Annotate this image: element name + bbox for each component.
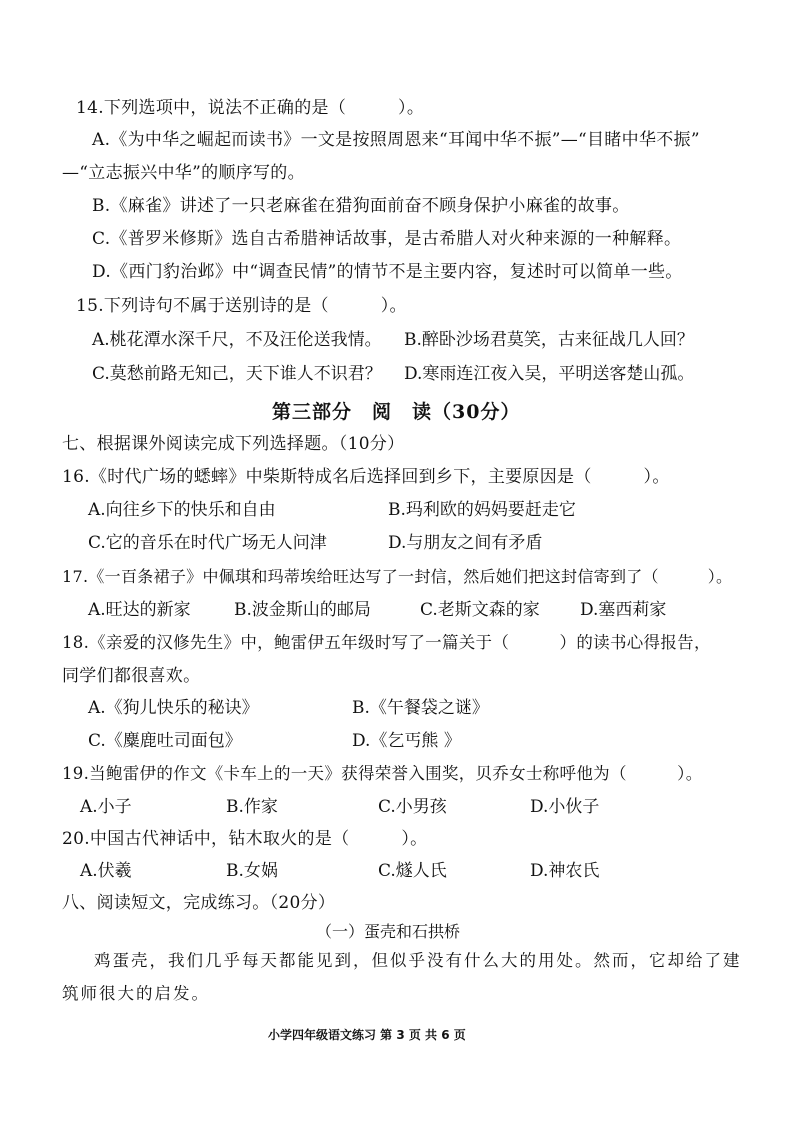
q18-option-c: C.《麋鹿吐司面包》 (88, 731, 242, 751)
q18-option-d: D.《乞丐熊 》 (352, 731, 461, 751)
q15-option-b: B.醉卧沙场君莫笑，古来征战几人回？ (404, 330, 694, 350)
q15-stem: 15.下列诗句不属于送别诗的是（ ）。 (76, 296, 407, 316)
q18-stem-line2: 同学们都很喜欢。 (62, 666, 201, 686)
q14-option-a-line1: A.《为中华之崛起而读书》一文是按照周恩来“耳闻中华不振”—“目睹中华不振” (92, 130, 700, 150)
q16-stem: 16.《时代广场的蟋蟀》中柴斯特成名后选择回到乡下，主要原因是（ ）。 (62, 467, 670, 487)
section7-heading: 七、根据课外阅读完成下列选择题。（10分） (62, 434, 405, 454)
q20-option-b: B.女娲 (226, 861, 278, 881)
q14-option-b: B.《麻雀》讲述了一只老麻雀在猎狗面前奋不顾身保护小麻雀的故事。 (92, 196, 630, 216)
q18-option-b: B.《午餐袋之谜》 (352, 698, 489, 718)
q20-option-a: A.伏羲 (80, 861, 132, 881)
part3-title: 第三部分 阅 读（30分） (272, 401, 521, 423)
q14-stem: 14.下列选项中，说法不正确的是（ ）。 (76, 98, 425, 118)
q20-option-d: D.神农氏 (530, 861, 600, 881)
q17-option-c: C.老斯文森的家 (420, 600, 540, 620)
q15-option-d: D.寒雨连江夜入吴，平明送客楚山孤。 (404, 364, 695, 384)
q19-option-b: B.作家 (226, 797, 278, 817)
q16-option-c: C.它的音乐在时代广场无人问津 (88, 533, 327, 553)
q16-option-d: D.与朋友之间有矛盾 (388, 533, 543, 553)
q17-stem: 17.《一百条裙子》中佩琪和玛蒂埃给旺达写了一封信，然后她们把这封信寄到了（ ）。 (62, 567, 733, 586)
q19-option-c: C.小男孩 (378, 797, 447, 817)
q18-stem-line1: 18.《亲爱的汉修先生》中，鲍雷伊五年级时写了一篇关于（ ）的读书心得报告， (62, 633, 711, 652)
q14-option-d: D.《西门豹治邺》中“调查民情”的情节不是主要内容，复述时可以简单一些。 (92, 262, 683, 282)
q16-option-b: B.玛利欧的妈妈要赶走它 (388, 500, 576, 520)
q18-option-a: A.《狗儿快乐的秘诀》 (88, 698, 259, 718)
q15-option-a: A.桃花潭水深千尺，不及汪伦送我情。 (92, 330, 382, 350)
q17-option-a: A.旺达的新家 (88, 600, 191, 620)
q19-stem: 19.当鲍雷伊的作文《卡车上的一天》获得荣誉入围奖，贝乔女士称呼他为（ ）。 (62, 764, 703, 783)
q20-stem: 20.中国古代神话中，钻木取火的是（ ）。 (62, 829, 428, 849)
passage-title: （一）蛋壳和石拱桥 (316, 922, 461, 941)
q14-option-c: C.《普罗米修斯》选自古希腊神话故事，是古希腊人对火种来源的一种解释。 (92, 229, 682, 249)
q15-option-c: C.莫愁前路无知己，天下谁人不识君？ (92, 364, 382, 384)
q19-option-d: D.小伙子 (530, 797, 600, 817)
q17-option-d: D.塞西莉家 (580, 600, 667, 620)
page-footer: 小学四年级语文练习 第 3 页 共 6 页 (268, 1028, 466, 1042)
section8-heading: 八、阅读短文，完成练习。（20分） (62, 893, 336, 913)
q14-option-a-line2: —“立志振兴中华”的顺序写的。 (62, 163, 305, 183)
q20-option-c: C.燧人氏 (378, 861, 447, 881)
passage-line2: 筑师很大的启发。 (62, 984, 210, 1003)
q19-option-a: A.小子 (80, 797, 132, 817)
q17-option-b: B.波金斯山的邮局 (234, 600, 371, 620)
q16-option-a: A.向往乡下的快乐和自由 (88, 500, 276, 520)
passage-line1: 鸡蛋壳，我们几乎每天都能见到，但似乎没有什么大的用处。然而，它却给了建 (94, 951, 742, 970)
